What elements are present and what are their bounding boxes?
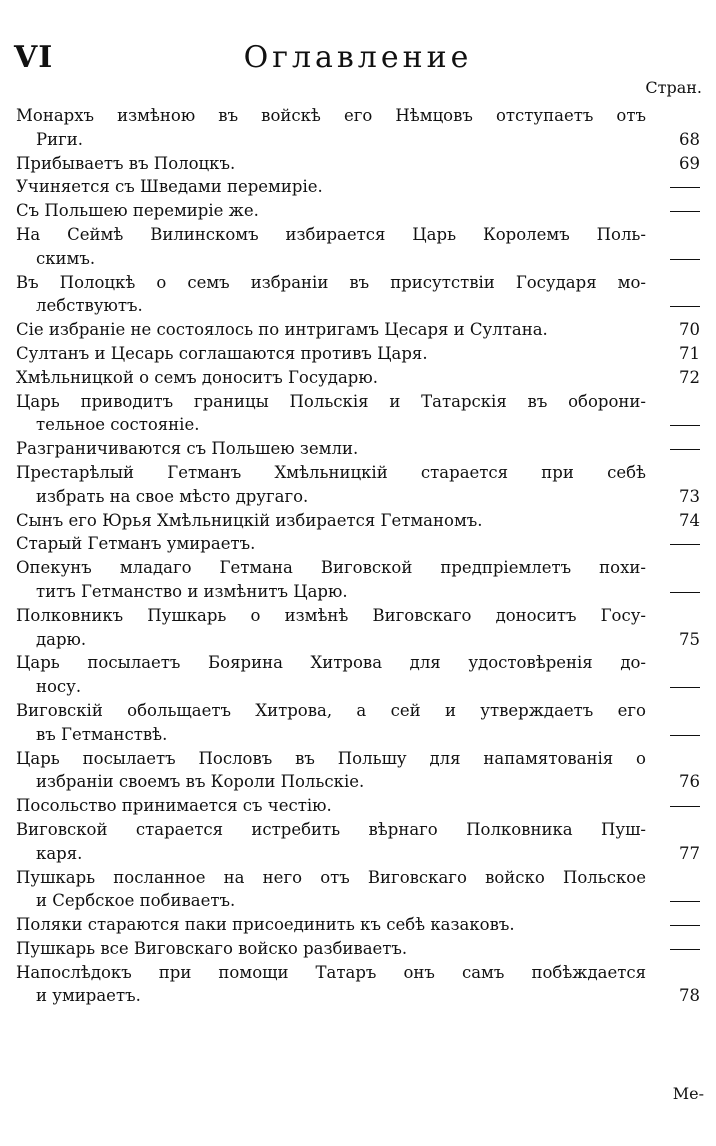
toc-page-number <box>646 794 700 818</box>
toc-entry-text: и Сербское побиваетъ. <box>36 891 236 911</box>
toc-entry-text: титъ Гетманство и измѣнитъ Царю. <box>36 581 348 601</box>
toc-page-number: 71 <box>679 343 700 363</box>
toc-page-number <box>646 413 700 437</box>
toc-entry-text: Престарѣлый Гетманъ Хмѣльницкій старается при себѣ <box>16 462 646 482</box>
toc-entry-text: въ Гетманствѣ. <box>36 724 168 744</box>
toc-entry-text: Царь посылаетъ Боярина Хитрова для удостовѣренія до- <box>16 653 646 673</box>
toc-entry-text: избрать на свое мѣсто другаго. <box>36 486 309 506</box>
page-title: Оглавление <box>243 40 473 75</box>
toc-entry-text: Посольство принимается съ честію. <box>16 796 332 816</box>
toc-entry <box>16 342 700 366</box>
toc-page-number: 70 <box>679 320 700 340</box>
table-of-contents <box>16 104 700 1008</box>
toc-entry <box>16 437 700 461</box>
ditto-dash <box>670 544 700 545</box>
ditto-dash <box>670 806 700 807</box>
toc-entry-text: Въ Полоцкѣ о семъ избраніи въ присутствіи Государя мо- <box>16 272 646 292</box>
toc-entry-text: скимъ. <box>36 248 96 268</box>
toc-entry <box>16 699 700 747</box>
toc-page-number <box>646 175 700 199</box>
toc-entry <box>16 104 700 152</box>
page-column-label: Стран. <box>645 78 702 97</box>
ditto-dash <box>670 592 700 593</box>
ditto-dash <box>670 259 700 260</box>
toc-entry-text: Напослѣдокъ при помощи Татаръ онъ самъ побѣждается <box>16 962 646 982</box>
toc-entry-text: Султанъ и Цесарь соглашаются противъ Царя. <box>16 343 428 363</box>
toc-page-number: 68 <box>679 129 700 149</box>
toc-page-number: 73 <box>679 486 700 506</box>
ditto-dash <box>670 187 700 188</box>
toc-page-number <box>646 580 700 604</box>
toc-entry-text: Виговскій обольщаетъ Хитрова, а сей и утверждаетъ его <box>16 700 646 720</box>
toc-page-number <box>646 437 700 461</box>
toc-entry-text: тельное состояніе. <box>36 415 200 435</box>
toc-entry <box>16 818 700 866</box>
toc-entry-text: избраніи своемъ въ Короли Польскіе. <box>36 772 365 792</box>
toc-entry-text: Учиняется съ Шведами перемиріе. <box>16 177 323 197</box>
toc-entry <box>16 937 700 961</box>
toc-entry <box>16 651 700 699</box>
toc-entry <box>16 961 700 1009</box>
toc-entry-text: Пушкарь посланное на него отъ Виговскаго войско Польское <box>16 867 646 887</box>
toc-entry-text: На Сеймѣ Вилинскомъ избирается Царь Королемъ Поль- <box>16 224 646 244</box>
toc-page-number <box>646 247 700 271</box>
toc-entry-text: Съ Польшею перемиріе же. <box>16 201 259 221</box>
toc-page-number <box>646 532 700 556</box>
toc-entry-text: Сіе избраніе не состоялось по интригамъ Цесаря и Султана. <box>16 320 548 340</box>
toc-entry-text: и умираетъ. <box>36 986 141 1006</box>
toc-page-number: 69 <box>679 153 700 173</box>
toc-entry <box>16 318 700 342</box>
toc-entry <box>16 175 700 199</box>
ditto-dash <box>670 901 700 902</box>
ditto-dash <box>670 211 700 212</box>
toc-entry <box>16 747 700 795</box>
toc-entry-text: Разграничиваются съ Польшею земли. <box>16 439 359 459</box>
ditto-dash <box>670 425 700 426</box>
toc-page-number: 75 <box>679 629 700 649</box>
toc-entry-text: Виговской старается истребить вѣрнаго Полковника Пуш- <box>16 819 646 839</box>
ditto-dash <box>670 949 700 950</box>
toc-page-number <box>646 199 700 223</box>
ditto-dash <box>670 687 700 688</box>
toc-entry-text: Царь посылаетъ Пословъ въ Польшу для напамятованія о <box>16 748 646 768</box>
ditto-dash <box>670 735 700 736</box>
toc-entry-text: Хмѣльницкой о семъ доноситъ Государю. <box>16 367 378 387</box>
toc-page-number <box>646 913 700 937</box>
toc-entry-text: лебствуютъ. <box>36 296 143 316</box>
ditto-dash <box>670 306 700 307</box>
toc-entry <box>16 913 700 937</box>
toc-entry <box>16 509 700 533</box>
toc-entry-text: Опекунъ младаго Гетмана Виговской предпріемлетъ похи- <box>16 558 646 578</box>
toc-entry-text: Монархъ измѣною въ войскѣ его Нѣмцовъ отступаетъ отъ <box>16 106 646 125</box>
toc-page-number: 76 <box>679 772 700 792</box>
toc-page-number <box>646 294 700 318</box>
toc-entry <box>16 152 700 176</box>
toc-entry-text: Пушкарь все Виговскаго войско разбиваетъ. <box>16 938 408 958</box>
catchword: Ме- <box>672 1084 704 1103</box>
toc-page-number <box>646 889 700 913</box>
toc-entry <box>16 532 700 556</box>
toc-entry <box>16 461 700 509</box>
toc-entry-text: Прибываетъ въ Полоцкъ. <box>16 153 236 173</box>
toc-entry <box>16 604 700 652</box>
toc-page-number: 74 <box>679 510 700 530</box>
toc-page-number: 78 <box>679 986 700 1006</box>
ditto-dash <box>670 925 700 926</box>
toc-page-number <box>646 675 700 699</box>
toc-entry-text: дарю. <box>36 629 87 649</box>
toc-page-number: 72 <box>679 367 700 387</box>
toc-page-number <box>646 937 700 961</box>
toc-page-number: 77 <box>679 843 700 863</box>
toc-entry-text: каря. <box>36 843 83 863</box>
toc-entry-text: носу. <box>36 677 82 697</box>
toc-entry-text: Царь приводитъ границы Польскія и Татарскія въ оборони- <box>16 391 646 411</box>
toc-entry-text: Риги. <box>36 129 83 149</box>
toc-entry <box>16 223 700 271</box>
toc-entry <box>16 366 700 390</box>
toc-entry <box>16 271 700 319</box>
toc-entry-text: Сынъ его Юрья Хмѣльницкій избирается Гетманомъ. <box>16 510 483 530</box>
toc-entry <box>16 794 700 818</box>
toc-entry <box>16 556 700 604</box>
ditto-dash <box>670 449 700 450</box>
toc-entry <box>16 390 700 438</box>
toc-entry <box>16 866 700 914</box>
toc-entry-text: Старый Гетманъ умираетъ. <box>16 534 256 554</box>
page-number: VI <box>14 40 54 75</box>
toc-page-number <box>646 723 700 747</box>
toc-entry <box>16 199 700 223</box>
toc-entry-text: Полковникъ Пушкарь о измѣнѣ Виговскаго доноситъ Госу- <box>16 605 646 625</box>
toc-entry-text: Поляки стараются паки присоединить къ себѣ казаковъ. <box>16 915 515 935</box>
